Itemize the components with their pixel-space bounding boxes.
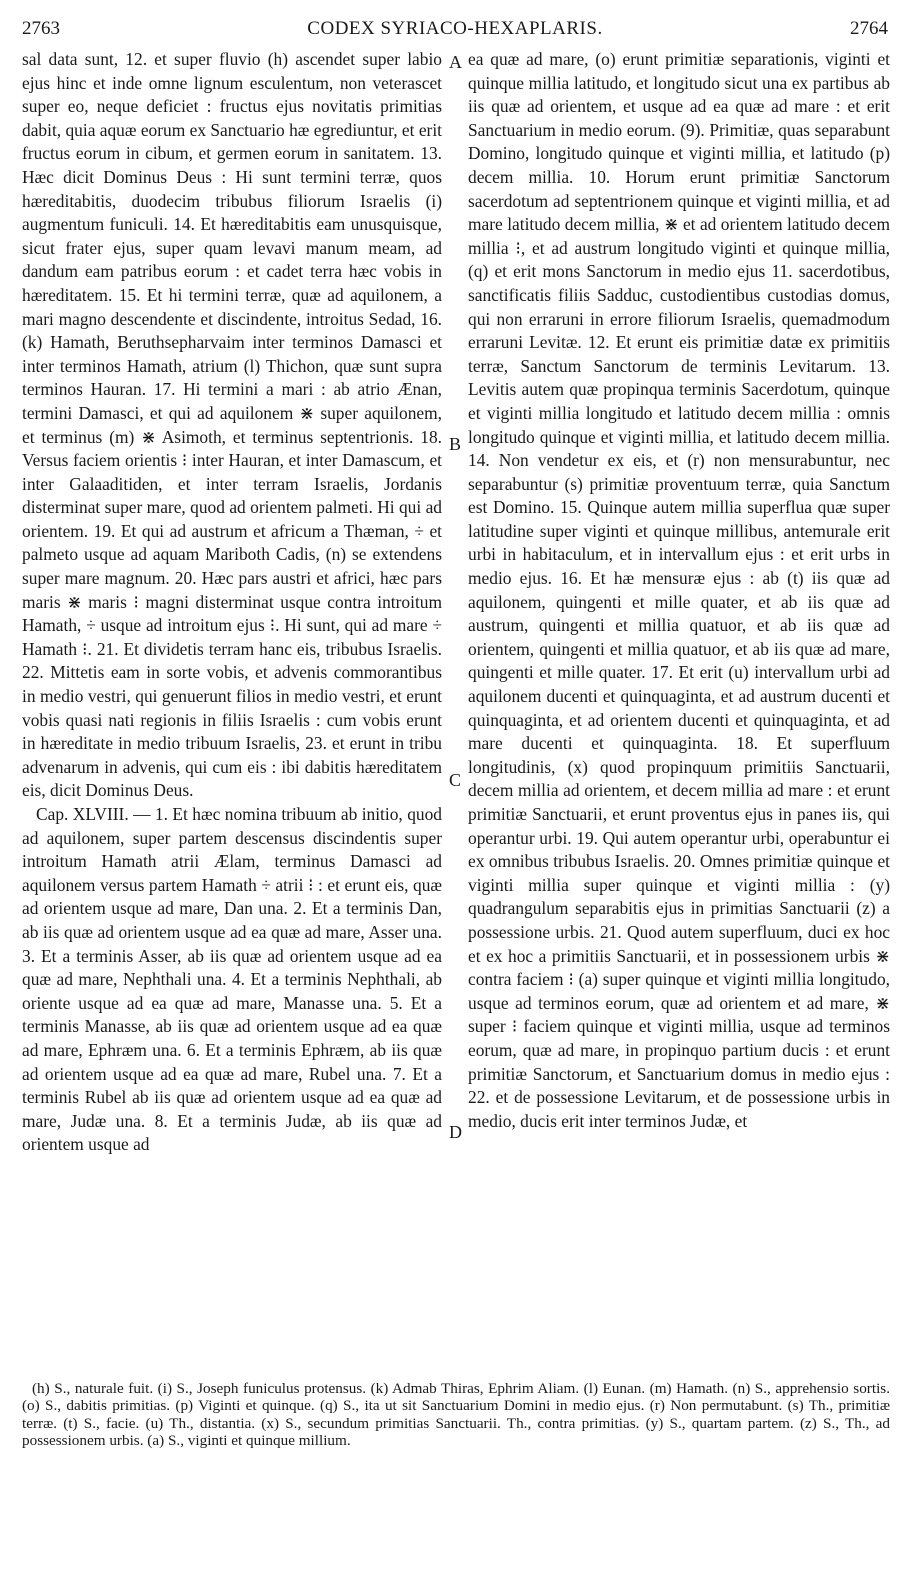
running-title: CODEX SYRIACO-HEXAPLARIS. bbox=[307, 18, 603, 39]
left-column-text: sal data sunt, 12. et super fluvio (h) ascendet super labio ejus hinc et inde omne lignum esculentum, non veterascet super eo, neque deficiet : fructus ejus novitatis primitias dabit, quia aquæ eorum ex Sanctuario hæ egrediuntur, et erit fructus eorum in cibum, et germen eorum in sanitatem. 13. Hæc dicit Dominus Deus : Hi sunt termini terræ, quos hæreditabitis, duodecim tribubus filiorum Israelis (i) augmentum funiculi. 14. Et hæreditabitis eam unusquisque, sicut frater ejus, super quam levavi manum meam, ad dandum eam patribus eorum : et cadet terra hæc vobis in hæreditatem. 15. Et hi termini terræ, quæ ad aquilonem, a mari magno descendente et discindente, introitus Sedad, 16. (k) Hamath, Beruthsepharvaim inter terminos Damasci et inter terminos Hamath, atrium (l) Thichon, quæ sunt supra terminos Hauran. 17. Hi termini a mari : ab atrio Ænan, termini Damasci, et qui ad aquilonem ⋇ super aquilonem, et terminus (m) ⋇ Asimoth, et terminus septentrionis. 18. Versus faciem orientis ⁝ inter Hauran, et inter Damascum, et inter Galaaditiden, et inter terram Israelis, Jordanis disterminat super mare, quod ad orientem palmeti. Hi qui ad orientem. 19. Et qui ad austrum et africum a Thæman, ÷ et palmeto usque ad aquam Mariboth Cadis, (n) se extendens super mare magnum. 20. Hæc pars austri et africi, hæc pars maris ⋇ maris ⁝ magni disterminat usque contra introitum Hamath, ÷ usque ad introitum ejus ⁝. Hi sunt, qui ad mare ÷ Hamath ⁝. 21. Et dividetis terram hanc eis, tribubus Israelis. 22. Mittetis eam in sorte vobis, et advenis commorantibus in medio vestri, qui genuerunt filios in medio vestri, et erunt vobis quasi nati regionis in filiis Israelis : cum vobis erunt in hæreditate in medio tribuum Israelis, 23. et erunt in tribu advenarum in advenis, qui cum eis : ibi dabitis hæreditatem eis, dicit Dominus Deus. bbox=[22, 49, 442, 801]
chapter-xlviii-text: Cap. XLVIII. — 1. Et hæc nomina tribuum ab initio, quod ad aquilonem, super partem descensus discindentis super introitum Hamath atrii Ælam, terminus Damasci ad aquilonem versus partem Hamath ÷ atrii ⁝ : et erunt eis, quæ ad orientem usque ad mare, Dan una. 2. Et a terminis Dan, ab iis quæ ad orientem usque ad ea quæ ad mare, Asser una. 3. Et a terminis Asser, ab iis quæ ad orientem usque ad ea quæ ad mare, Nephthali una. 4. Et a terminis Nephthali, ab oriente usque ad ea quæ ad mare, Manasse una. 5. Et a terminis Manasse, ab iis quæ ad orientem usque ad ea quæ ad mare, Ephræm una. 6. Et a terminis Ephræm, ab iis quæ ad orientem usque ad ea quæ ad mare, Rubel una. 7. Et a terminis Rubel ab iis quæ ad orientem usque ad ea quæ ad mare, Judæ una. 8. Et a terminis Judæ, ab iis quæ ad orientem usque ad bbox=[22, 804, 442, 1155]
page-number-left: 2763 bbox=[22, 18, 60, 39]
section-marker-c: C bbox=[449, 770, 462, 790]
page-header bbox=[22, 18, 888, 42]
section-marker-d: D bbox=[449, 1122, 462, 1142]
right-column-text: ea quæ ad mare, (o) erunt primitiæ separationis, viginti et quinque millia latitudo, et longitudo sicut una ex partibus ab iis quæ ad orientem, et usque ad ea quæ ad mare : et erit Sanctuarium in medio eorum. (9). Primitiæ, quas separabunt Domino, longitudo quinque et viginti millia, et latitudo (p) decem millia. 10. Horum erunt primitiæ Sanctorum sacerdotum ad septentrionem quinque et viginti millia, et ad mare latitudo decem millia, ⋇ et ad orientem latitudo decem millia ⁝, et ad austrum longitudo viginti et quinque millia, (q) et erit mons Sanctorum in medio ejus 11. sacerdotibus, sanctificatis filiis Sadduc, custodientibus custodias domus, qui non erraruni in errore filiorum Israelis, quemadmodum erraruni Levitæ. 12. Et erunt eis primitiæ datæ ex primitiis terræ, Sanctum Sanctorum de terminis Levitarum. 13. Levitis autem quæ propinqua terminis Sacerdotum, quinque et viginti millia longitudo et latitudo decem millia : omnis longitudo quinque et viginti millia, et latitudo decem millia. 14. Non vendetur ex eis, et (r) non mensurabuntur, nec separabuntur (s) primitiæ proventuum terræ, quia Sanctum est Domino. 15. Quinque autem millia superflua quæ super latitudine super viginti et quinque millibus, antemurale erit urbi in habitaculum, et in intervallum ejus : et erit urbs in medio ejus. 16. Et hæ mensuræ ejus : ab (t) iis quæ ad aquilonem, quingenti et mille quater, et ab iis quæ ad austrum, quingenti et millia quatuor, et ab iis quæ ad orientem, quingenti et millia quatuor, et ab iis quæ ad mare, quingenti et mille quater. 17. Et erit (u) intervallum urbi ad aquilonem ducenti et quinquaginta, et ad austrum ducenti et quinquaginta, et ad orientem ducenti et quinquaginta, et ad mare ducenti et quinquaginta. 18. Et superfluum longitudinis, (x) quod propinquum primitiis Sanctuarii, decem millia ad orientem, et decem millia ad mare : et erunt primitiæ Sanctuarii, et erunt proventus ejus in panes iis, qui operantur urbi. 19. Qui autem operantur urbi, operabuntur ei ex omnibus tribubus Israelis. 20. Omnes primitiæ quinque et viginti millia super quinque et viginti millia : (y) quadrangulum separabitis ejus in primitias Sanctuarii (z) a possessione urbis. 21. Quod autem superfluum, duci ex hoc et ex hoc a primitiis Sanctuarii, et in possessionem urbis ⋇ contra faciem ⁝ (a) super quinque et viginti millia longitudo, usque ad terminos eorum, quæ ad orientem et ad mare, ⋇ super ⁝ faciem quinque et viginti millia, usque ad terminos eorum, quæ ad mare, in propinquo partium ducis : et erunt primitiæ Sanctorum, et Sanctuarium domus in medio ejus : 22. et de possessione Levitarum, et de possessione urbis in medio, ducis erit inter terminos Judæ, et bbox=[468, 49, 890, 1131]
footnotes bbox=[22, 1380, 890, 1450]
footnotes-text: (h) S., naturale fuit. (i) S., Joseph funiculus protensus. (k) Admab Thiras, Ephrim Aliam. (l) Eunan. (m) Hamath. (n) S., apprehensio sortis. (o) S., dabitis primitias. (p) Viginti et quinque. (q) S., ita ut sit Sanctuarium Domini in medio ejus. (r) Non permutabunt. (s) Th., primitiæ terræ. (t) S., facie. (u) Th., distantia. (x) S., secundum primitias Sanctuarii. Th., contra primitias. (y) S., quartam partem. (z) S., Th., ad possessionem urbis. (a) S., viginti et quinque millium. bbox=[22, 1380, 890, 1450]
section-marker-a: A bbox=[449, 52, 462, 72]
section-marker-b: B bbox=[449, 434, 462, 454]
left-column bbox=[22, 48, 442, 1157]
page-number-right: 2764 bbox=[850, 18, 888, 39]
right-column bbox=[468, 48, 890, 1133]
